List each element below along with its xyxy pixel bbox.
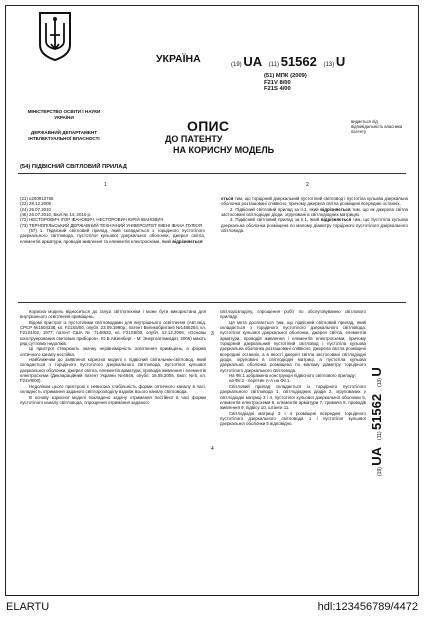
description-paragraph: Корисна модель відноситься до галузі світлотехніки і може бути використана для внутрішнього освітлення приміщень.: [20, 309, 206, 320]
page-number-3: 3: [211, 331, 214, 337]
department-name: ДЕРЖАВНИЙ ДЕПАРТАМЕНТ ІНТЕЛЕКТУАЛЬНОЇ ВЛАСНОСТІ: [28, 130, 100, 141]
document-subtitle-1: ДО ПАТЕНТУ: [165, 134, 223, 144]
patent-code-row: [231, 54, 345, 69]
patent-page: [5, 5, 419, 596]
biblio-22: (22) 28.12.2009: [20, 201, 52, 207]
document-title: ОПИС: [187, 118, 230, 134]
page-number-left: 1: [104, 182, 107, 188]
document-subtitle-2: НА КОРИСНУ МОДЕЛЬ: [173, 145, 275, 155]
divider-middle: [18, 302, 406, 303]
claims-column: [221, 196, 408, 233]
responsibility-note: видається під відповідальність власника патенту: [351, 119, 403, 134]
divider-top: [18, 173, 406, 174]
description-paragraph: Відомі пристрої із пустотілими світловодами для внутрішнього освітлення (Авт.свід. СРСР №1504338, кл. F21S5/00, опубл. 23.09.1990р.; патент Великобританії №1485204, кл. F21S1/02, 1977; патент США № 7148632, кл. F21S5/00, опубл. 12.12.2006; «Основы конструирования световых приборов», Ю.Б.Айзенберг. - М: Энергоатомиздат, 2006) мають ряд суттєвих недоліків.: [20, 319, 206, 347]
claim-1-start: (57) 1. Підвісний світловий прилад, який складається з торцірного пустотілого дзеркального світловода, пустотілої кульової дзеркальної оболонки, джерел світла, елементів арматури, проводів живлення та елементів електросхеми, який відрізняється: [20, 228, 205, 244]
description-left-column: [20, 309, 206, 405]
code19-label: (19): [231, 62, 242, 68]
description-paragraph: Найближчим до заявленої корисної моделі є підвісний світильник-світловод, який складається з торцірного пустотілого дзеркального світловода, пустотілої кульової дзеркальної оболонки, джерел світла, елементів арматури, проводів живлення і елементів електросхеми (Деклараційний патент України №6646, опубл. 16.05.2005. Бюл. №5, кл. F21V8/00).: [20, 357, 206, 384]
country-code: UA: [243, 54, 263, 69]
biblio-72: (72) НЕСТОРОВИЧ ІГОР ІВАНОВИЧ, НЕСТОРОВИЧ ЮРІЙ ІВАНОВИЧ: [20, 217, 164, 223]
footer-repository-name: ELARTU: [6, 601, 50, 613]
description-paragraph: Світлодіодні матриці 3 і 4 розміщені всередині торцірного пустотілого дзеркального світловода 1 і пустотілої кульової дзеркальної оболонки 5 відповідно.: [220, 410, 366, 427]
biblio-24: (24) 26.07.2010: [20, 206, 52, 212]
footer-handle-link[interactable]: hdl:123456789/4472: [317, 601, 418, 613]
invention-title: (54) ПІДВІСНИЙ СВІТЛОВИЙ ПРИЛАД: [20, 164, 127, 170]
description-paragraph: Ці пристрої створюють значну нерівномірність освітлення приміщень, а форма оптичного каналу нестійка.: [20, 346, 206, 357]
claim-3: 3. Підвісний світловий прилад за п.1, який відрізняється тим, що пустотіла кульова дзеркальна оболонка розміщена по малому діаметру торцірного пустотілого дзеркального світловода.: [221, 217, 408, 234]
description-paragraph: Недоліком цього пристрою є невисока стабільність форми оптичного каналу в часі, складність отримання заданого світлорозподілу вздовж всього каналу світловода.: [20, 383, 206, 395]
biblio-73: (73) ТЕРНОПІЛЬСЬКИЙ ДЕРЖАВНИЙ ТЕХНІЧНИЙ УНІВЕРСИТЕТ ІМЕНІ ІВАНА ПУЛЮЯ: [20, 222, 202, 228]
page-number-4: 4: [211, 446, 214, 452]
biblio-21: (21) u200913765: [20, 196, 54, 201]
biblio-column: [20, 196, 205, 244]
ipc-class-2: F21S 4/00: [264, 86, 291, 93]
description-paragraph: В основу корисної моделі покладено задачу отримання постійної в часі форми пустотілого каналу світловода, спрощення отримання заданого: [20, 394, 206, 405]
description-paragraph: на Фіг.2 - перетин А-А на Фіг.1.: [229, 378, 291, 384]
claim-2: 2. Підвісний світловий прилад за п.1, який відрізняється тим, що як джерела світла застосовані світлодіодні діоди, згруповані в світлодіодних матрицях.: [221, 206, 408, 218]
country-name: УКРАЇНА: [156, 53, 201, 65]
vertical-patent-code: (19) UA (11) 51562 (13) U: [369, 367, 384, 476]
ukraine-coat-of-arms-icon: [38, 11, 72, 61]
code13-label: (13): [323, 62, 335, 68]
ipc-label: (51) МПК (2009): [264, 73, 307, 79]
biblio-46: (46) 26.07.2010, Бюл.№ 14, 2010 р.: [20, 212, 92, 218]
patent-kind: U: [335, 54, 346, 69]
ministry-name: МІНІСТЕРСТВО ОСВІТИ І НАУКИ УКРАЇНИ: [27, 109, 101, 120]
page-number-right: 2: [306, 182, 309, 188]
ipc-class-1: F21V 8/00: [264, 79, 291, 86]
description-paragraph: світлорозподілу, спрощення робіт по обслуговуванню світлового приладу.: [220, 309, 366, 320]
code11-label: (11): [268, 62, 280, 68]
description-paragraph: На Фіг.1 зображена конструкція підвісного світлового приладу:: [229, 373, 357, 379]
description-paragraph: Світловий прилад складається із торцірного пустотілого дзеркального світловода 1, світлодіодних діодів 2, згрупованих у світлодіодні матриці 3 і 4, пустотілої кульової дзеркальної оболонки 5, елементів електросхеми 6, елементів арматури 7, тримача 8, проводів живлення 9, підвісу 10, штанги 11.: [220, 383, 366, 411]
claim-1-end: ється тим, що торцірний дзеркальний пустотілий світловод і пустотіла кульова дзеркальна оболонка розташовані співвісно, причому джерела світла розміщені всередині останніх.: [221, 196, 408, 207]
description-right-column: [220, 309, 366, 427]
description-paragraph: Ця мета досягається тим, що підвісний світловий прилад, який складається з торцірного пустотілого дзеркального світловода, пустотілої кульової дзеркальної оболонки, джерел світла, елементів арматури, проводів живлення і елементів електросхеми, причому торцірний дзеркальний пустотілий світловод і пустотіла кульова дзеркальна оболонка розташовані співвісно, джерела світла розміщені всередині останніх, а в якості джерел світла застосовані світлодіодні діоди, згруповані в світлодіодні матриці, а пустотіла кульова дзеркальна оболонка розміщена по малому діаметру торцірного пустотілого дзеркального світловода.: [220, 319, 366, 373]
ipc-block: [264, 73, 307, 93]
patent-number: 51562: [280, 54, 317, 69]
